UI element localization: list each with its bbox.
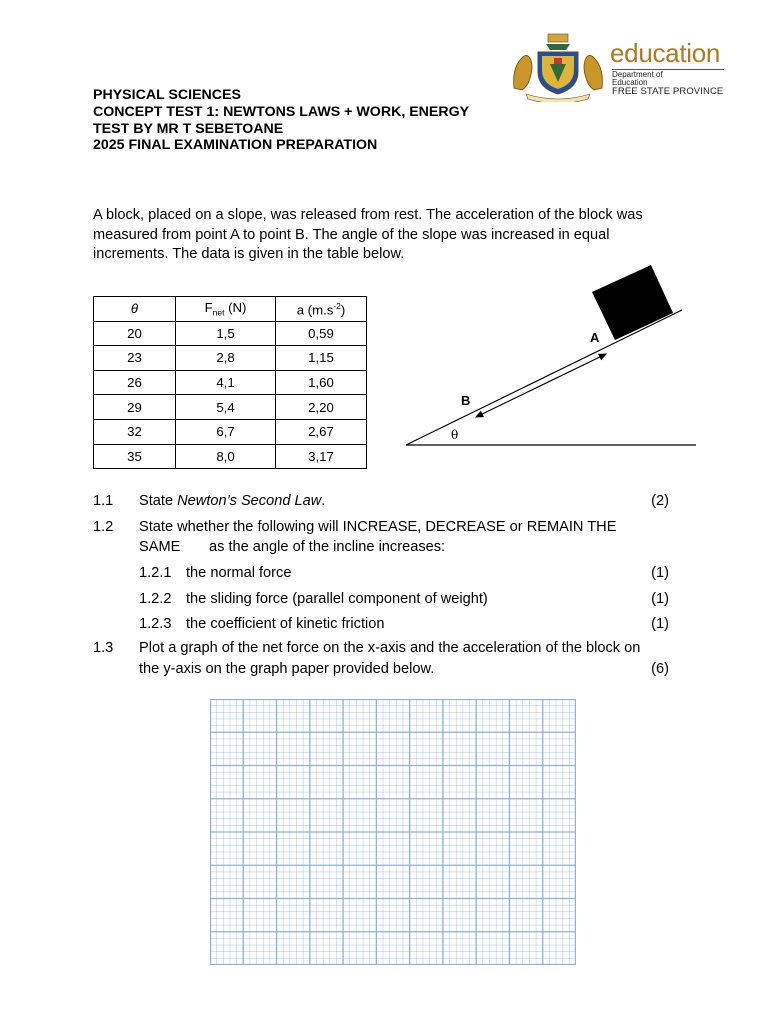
table-row: 23 2,8 1,15 [94, 346, 367, 371]
question-1-3 [0, 639, 768, 679]
test-title-block [93, 87, 469, 154]
subquestion-1-2-2: 1.2.2 the sliding force (parallel component of weight) (1) [0, 590, 768, 610]
header-fnet: $F_{net}$ (N) [176, 297, 276, 322]
label-a: A [590, 330, 600, 345]
logo-wordmark: education [610, 38, 721, 68]
logo-department: Department of Education [612, 70, 663, 88]
question-text-line1: State whether the following will INCREASE, DECREASE or REMAIN THE [139, 519, 617, 535]
graph-paper [210, 699, 576, 965]
intro-paragraph: A block, placed on a slope, was released from rest. The acceleration of the block was measured from point A to point B. The angle of the slope was increased in equal increments. The data is given in the table below. [93, 207, 643, 262]
question-number: 1.1 [93, 493, 114, 509]
author-line: TEST BY MR T SEBETOANE [93, 120, 284, 137]
header-acceleration: a $(m.s^{-2})$ [276, 297, 367, 322]
question-text-line2b: as the angle of the incline increases: [209, 539, 446, 555]
logo-province: FREE STATE PROVINCE [612, 86, 724, 97]
education-logo [508, 30, 728, 105]
question-marks: (6) [651, 661, 669, 677]
subquestion-1-2-3: 1.2.3 the coefficient of kinetic friction (1) [0, 615, 768, 635]
sliding-block [592, 265, 673, 340]
coat-of-arms-icon [508, 30, 608, 102]
incline-diagram [400, 260, 700, 455]
question-marks: (2) [651, 493, 669, 509]
subject-title: PHYSICAL SCIENCES [93, 87, 241, 103]
table-row: 26 4,1 1,60 [94, 370, 367, 395]
question-1-1 [0, 492, 768, 512]
table-header-row [94, 297, 367, 322]
motion-arrow [476, 354, 606, 417]
question-marks: (1) [651, 565, 669, 581]
concept-test-title: CONCEPT TEST 1: NEWTONS LAWS + WORK, ENERGY [93, 103, 470, 120]
question-marks: (1) [651, 591, 669, 607]
question-text-line2: the y-axis on the graph paper provided below. [139, 661, 435, 677]
label-b: B [461, 393, 471, 408]
table-row: 32 6,7 2,67 [94, 419, 367, 444]
label-theta: θ [451, 428, 459, 442]
data-table [93, 296, 367, 469]
question-number: 1.3 [93, 640, 114, 656]
question-text-line1: Plot a graph of the net force on the x-axis and the acceleration of the block on [139, 640, 641, 656]
header-theta: θ [94, 297, 176, 322]
table-row: 29 5,4 2,20 [94, 395, 367, 420]
table-row: 20 1,5 0,59 [94, 321, 367, 346]
question-number: 1.2 [93, 519, 114, 535]
question-1-2 [0, 518, 768, 558]
exam-line: 2025 FINAL EXAMINATION PREPARATION [93, 137, 378, 154]
incline-line [406, 310, 682, 445]
table-row: 35 8,0 3,17 [94, 444, 367, 469]
question-text: State Newton’s Second Law. [139, 493, 326, 509]
question-marks: (1) [651, 616, 669, 632]
question-text-line2a: SAME [139, 539, 181, 555]
subquestion-1-2-1: 1.2.1 the normal force (1) [0, 564, 768, 584]
